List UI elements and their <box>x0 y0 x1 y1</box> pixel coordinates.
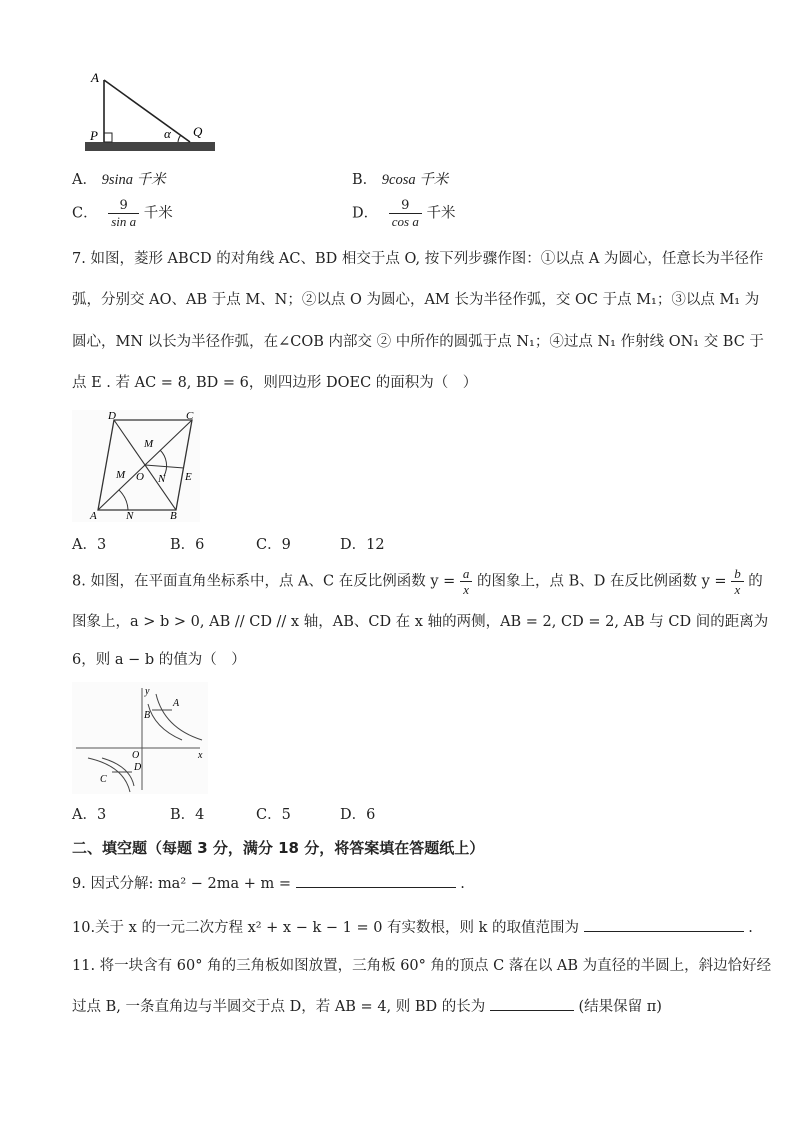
numerator: b <box>731 566 744 582</box>
ray-oe <box>145 465 184 468</box>
label-A: A <box>91 70 99 85</box>
label-C: C <box>100 774 107 785</box>
denominator: x <box>463 582 470 597</box>
q11-line-2 <box>72 996 662 1017</box>
q9-end: . <box>460 876 465 892</box>
q10 <box>72 917 753 938</box>
label-y: y <box>145 686 150 697</box>
hypotenuse <box>104 80 190 142</box>
q6-option-d <box>352 198 455 229</box>
option-text: 9cosa 千米 <box>381 172 449 188</box>
angle-arc <box>178 135 181 142</box>
label-M: M <box>116 469 126 481</box>
curve-a-x-lower <box>88 758 130 792</box>
q11-text: 过点 B, 一条直角边与半圆交于点 D，若 AB = 4, 则 BD 的长为 <box>72 999 486 1015</box>
q6-option-b <box>352 170 448 190</box>
option-letter: D． <box>352 205 379 222</box>
q11-line-1: 11. 将一块含有 60° 角的三角板如图放置，三角板 60° 角的顶点 C 落在以 AB 为直径的半圆上，斜边恰好经 <box>72 958 772 974</box>
answer-blank[interactable] <box>296 873 456 888</box>
arc-a <box>119 490 128 510</box>
label-x: x <box>198 750 203 761</box>
unit: 千米 <box>426 205 456 222</box>
q9-text: 9. 因式分解: ma² − 2ma + m = <box>72 876 292 892</box>
q8-option-a: A．3 <box>72 807 107 823</box>
q6-option-a <box>72 170 166 190</box>
q8-line-3: 6，则 a − b 的值为（ ） <box>72 652 246 668</box>
q8-figure <box>72 682 208 794</box>
label-E: E <box>185 471 192 483</box>
ground-bar <box>85 142 215 151</box>
denominator: cos a <box>391 214 419 229</box>
numerator: 9 <box>108 198 139 214</box>
right-angle-mark <box>104 133 112 142</box>
q8-line-2: 图象上，a > b > 0, AB // CD // x 轴，AB、CD 在 x 轴的两侧，AB = 2, CD = 2, AB 与 CD 间的距离为 <box>72 614 769 630</box>
unit: 千米 <box>143 205 173 222</box>
option-letter: A． <box>72 172 97 188</box>
q9 <box>72 873 465 894</box>
label-B: B <box>170 510 177 522</box>
label-alpha: α <box>164 126 171 141</box>
fraction <box>108 198 139 229</box>
curve-b-x-upper <box>148 704 182 740</box>
label-P: P <box>90 128 98 143</box>
q7-option-c: C．9 <box>256 537 291 553</box>
q7-option-b: B．6 <box>170 537 205 553</box>
q8-text-a: 8. 如图，在平面直角坐标系中，点 A、C 在反比例函数 y = <box>72 573 456 590</box>
section-title: 二、填空题（每题 3 分，满分 18 分，将答案填在答题纸上） <box>72 839 485 857</box>
q7-figure <box>72 410 200 522</box>
q6-option-c <box>72 198 173 229</box>
label-D: D <box>108 410 116 422</box>
label-M1: M <box>144 438 154 450</box>
fraction-a-over-x <box>460 566 473 597</box>
option-text: 9sina 千米 <box>101 172 166 188</box>
numerator: 9 <box>389 198 422 214</box>
option-letter: B． <box>352 172 378 188</box>
q7-option-a: A．3 <box>72 537 107 553</box>
q8-text-c: 的 <box>748 573 763 590</box>
fraction-b-over-x <box>731 566 744 597</box>
label-Q: Q <box>193 124 203 139</box>
denominator: sin a <box>111 214 137 229</box>
denominator: x <box>734 582 741 597</box>
q7-line-4: 点 E . 若 AC = 8, BD = 6，则四边形 DOEC 的面积为（ ） <box>72 375 478 391</box>
label-A: A <box>173 698 180 709</box>
q7-line-3: 圆心，MN 以长为半径作弧，在∠COB 内部交 ② 中所作的圆弧于点 N₁；④过点 N₁ 作射线 ON₁ 交 BC 于 <box>72 334 764 350</box>
q8-text-b: 的图象上，点 B、D 在反比例函数 y = <box>477 573 727 590</box>
q8-option-b: B．4 <box>170 807 205 823</box>
label-O: O <box>136 471 144 483</box>
label-C: C <box>186 410 194 422</box>
q7-line-1: 7. 如图，菱形 ABCD 的对角线 AC、BD 相交于点 O, 按下列步骤作图：①以点 A 为圆心，任意长为半径作 <box>72 251 764 267</box>
answer-blank[interactable] <box>490 996 574 1011</box>
label-O: O <box>132 750 140 761</box>
q11-end: (结果保留 π) <box>578 999 662 1015</box>
q7-line-2: 弧，分别交 AO、AB 于点 M、N；②以点 O 为圆心，AM 长为半径作弧，交 OC 于点 M₁；③以点 M₁ 为 <box>72 292 760 308</box>
answer-blank[interactable] <box>584 917 744 932</box>
q10-end: . <box>748 920 753 936</box>
option-letter: C． <box>72 205 98 222</box>
q7-option-d: D．12 <box>340 537 385 553</box>
q10-text: 10.关于 x 的一元二次方程 x² + x − k − 1 = 0 有实数根，则 k 的取值范围为 <box>72 920 580 936</box>
label-N: N <box>126 510 134 522</box>
q8-option-d: D．6 <box>340 807 376 823</box>
label-D: D <box>134 762 142 773</box>
q8-option-c: C．5 <box>256 807 291 823</box>
label-A: A <box>90 510 97 522</box>
label-N1: N <box>158 473 166 485</box>
label-B: B <box>144 710 151 721</box>
fraction <box>389 198 422 229</box>
q6-figure <box>82 62 218 158</box>
q8-line-1 <box>72 566 763 597</box>
numerator: a <box>460 566 473 582</box>
